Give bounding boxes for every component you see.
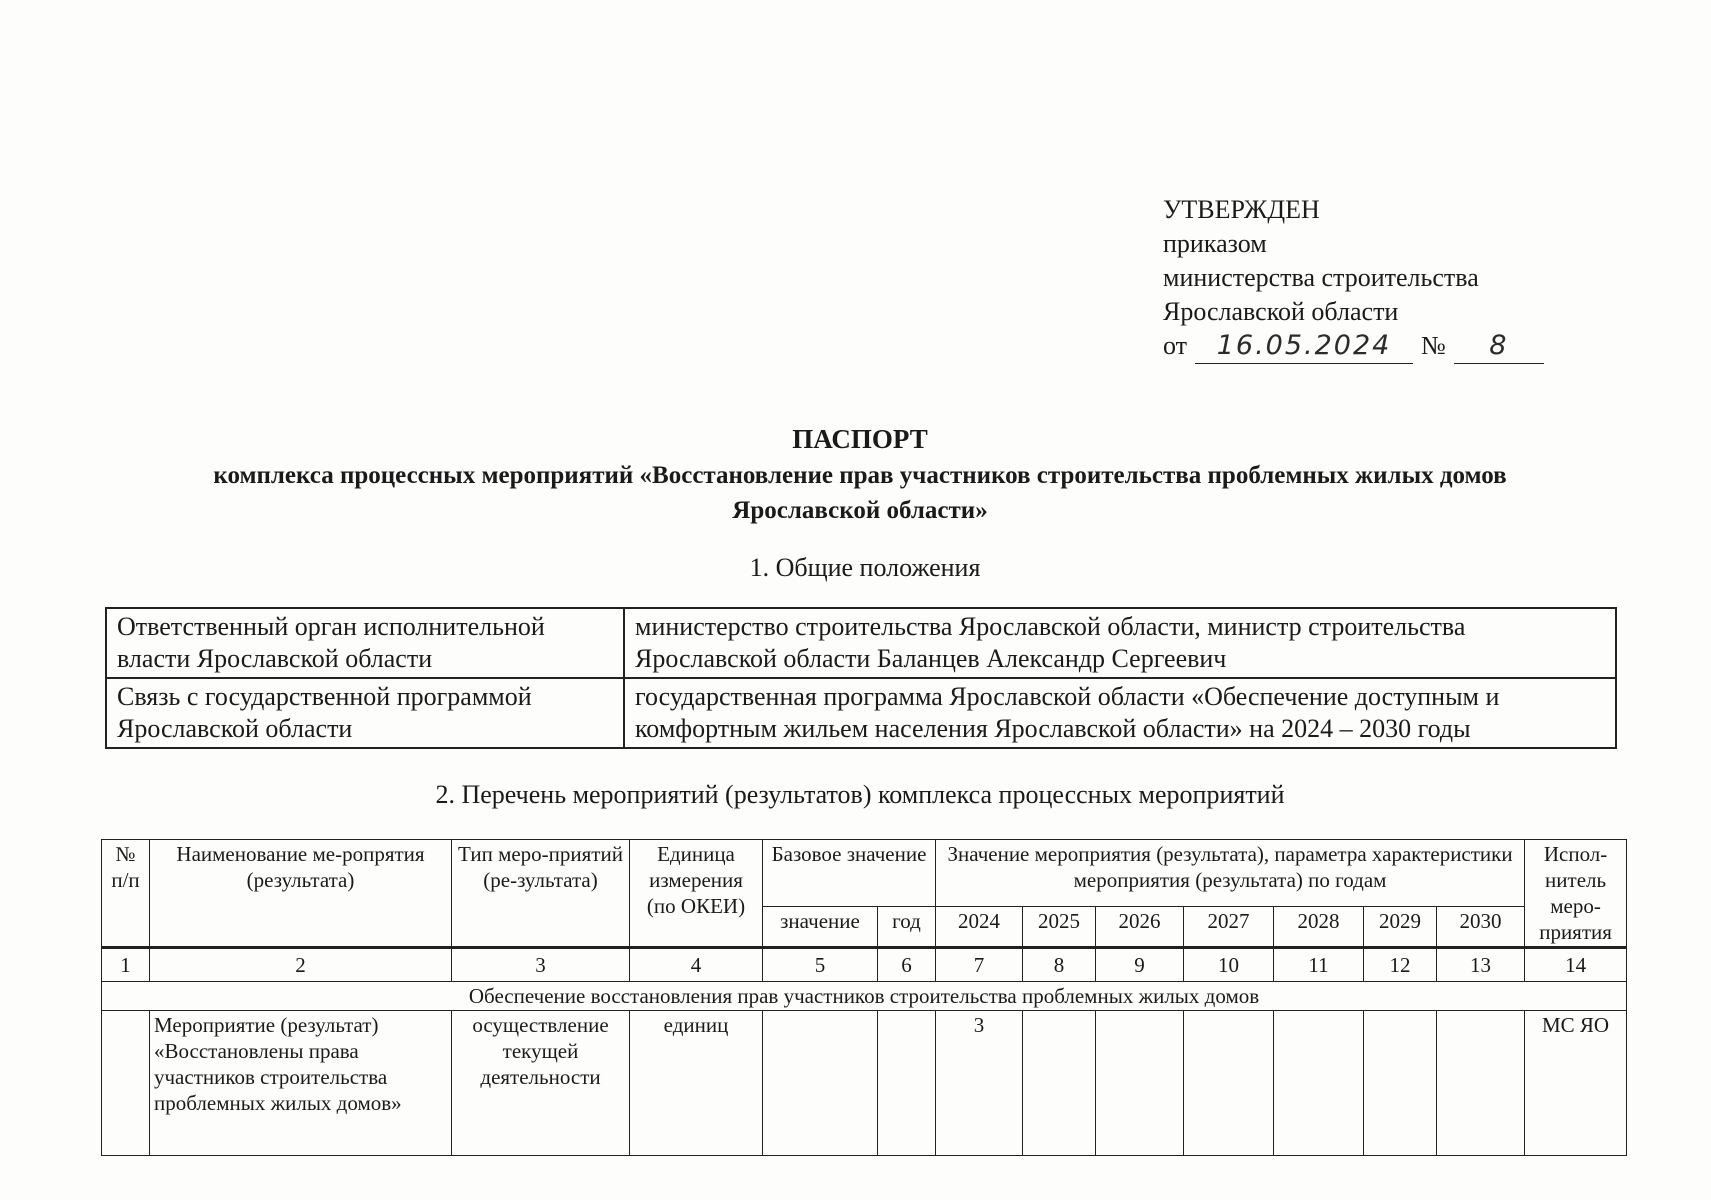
column-number: 11 bbox=[1274, 948, 1364, 982]
table-row bbox=[102, 1011, 1627, 1156]
column-number: 13 bbox=[1437, 948, 1525, 982]
row-value-2026 bbox=[1096, 1011, 1184, 1156]
row-executor: МС ЯО bbox=[1525, 1011, 1627, 1156]
approval-line: Ярославской области bbox=[1163, 297, 1399, 326]
column-number: 14 bbox=[1525, 948, 1627, 982]
column-number: 9 bbox=[1096, 948, 1184, 982]
row-value-2024: 3 bbox=[936, 1011, 1023, 1156]
row-num bbox=[102, 1011, 150, 1156]
column-number: 8 bbox=[1023, 948, 1096, 982]
events-table bbox=[101, 839, 1627, 1156]
general-label: Ответственный орган исполнительной власти Ярославской области bbox=[106, 608, 624, 678]
section-2-title: 2. Перечень мероприятий (результатов) комплекса процессных мероприятий bbox=[435, 780, 1285, 809]
row-base-value bbox=[763, 1011, 878, 1156]
header-year: 2030 bbox=[1437, 906, 1525, 947]
column-number: 7 bbox=[936, 948, 1023, 982]
header-base-year: год bbox=[878, 906, 936, 947]
handwritten-date: 16.05.2024 bbox=[1195, 329, 1413, 364]
header-base-value: значение bbox=[763, 906, 878, 947]
header-values-by-year: Значение мероприятия (результата), параметра характеристики мероприятия (результата) по годам bbox=[936, 840, 1525, 907]
general-value: министерство строительства Ярославской области, министр строительства Ярославской области Баланцев Александр Сергеевич bbox=[624, 608, 1616, 678]
table-header-row bbox=[102, 840, 1627, 907]
header-year: 2025 bbox=[1023, 906, 1096, 947]
row-value-2027 bbox=[1184, 1011, 1274, 1156]
table-row bbox=[106, 678, 1616, 748]
group-row bbox=[102, 982, 1627, 1011]
group-title: Обеспечение восстановления прав участников строительства проблемных жилых домов bbox=[102, 982, 1627, 1011]
table-row bbox=[106, 608, 1616, 678]
row-type: осуществление текущей деятельности bbox=[452, 1011, 630, 1156]
document-title: ПАСПОРТ bbox=[792, 424, 928, 454]
header-base: Базовое значение bbox=[763, 840, 936, 907]
column-number: 5 bbox=[763, 948, 878, 982]
general-provisions-table bbox=[105, 607, 1617, 749]
header-unit: Единица измерения (по ОКЕИ) bbox=[630, 840, 763, 948]
header-year: 2027 bbox=[1184, 906, 1274, 947]
handwritten-number: 8 bbox=[1454, 329, 1544, 364]
approval-line: УТВЕРЖДЕН bbox=[1163, 195, 1320, 224]
approval-line: приказом bbox=[1163, 229, 1267, 258]
approval-date-row bbox=[1163, 329, 1544, 364]
column-number: 3 bbox=[452, 948, 630, 982]
row-base-year bbox=[878, 1011, 936, 1156]
general-label: Связь с государственной программой Ярославской области bbox=[106, 678, 624, 748]
approval-line: министерства строительства bbox=[1163, 263, 1479, 292]
document-subtitle bbox=[100, 458, 1620, 528]
column-number: 2 bbox=[150, 948, 452, 982]
column-number-row bbox=[102, 948, 1627, 982]
header-name: Наименование ме-ропрятия (результата) bbox=[150, 840, 452, 948]
subtitle-line: Ярославской области» bbox=[732, 497, 988, 524]
general-value: государственная программа Ярославской области «Обеспечение доступным и комфортным жильем населения Ярославской области» на 2024 – 2030 годы bbox=[624, 678, 1616, 748]
approval-stamp bbox=[1163, 193, 1544, 364]
header-year: 2026 bbox=[1096, 906, 1184, 947]
row-value-2025 bbox=[1023, 1011, 1096, 1156]
column-number: 1 bbox=[102, 948, 150, 982]
column-number: 6 bbox=[878, 948, 936, 982]
column-number: 12 bbox=[1364, 948, 1437, 982]
header-year: 2024 bbox=[936, 906, 1023, 947]
row-value-2030 bbox=[1437, 1011, 1525, 1156]
header-executor: Испол-нитель меро-приятия bbox=[1525, 840, 1627, 948]
header-num: № п/п bbox=[102, 840, 150, 948]
header-type: Тип меро-приятий (ре-зультата) bbox=[452, 840, 630, 948]
from-label: от bbox=[1163, 331, 1188, 360]
row-unit: единиц bbox=[630, 1011, 763, 1156]
header-year: 2029 bbox=[1364, 906, 1437, 947]
section-1-title: 1. Общие положения bbox=[749, 553, 981, 582]
column-number: 10 bbox=[1184, 948, 1274, 982]
row-value-2029 bbox=[1364, 1011, 1437, 1156]
column-number: 4 bbox=[630, 948, 763, 982]
row-value-2028 bbox=[1274, 1011, 1364, 1156]
header-year: 2028 bbox=[1274, 906, 1364, 947]
row-name: Мероприятие (результат) «Восстановлены права участников строительства проблемных жилых домов» bbox=[150, 1011, 452, 1156]
subtitle-line: комплекса процессных мероприятий «Восстановление прав участников строительства проблемных жилых домов bbox=[213, 462, 1507, 489]
number-label: № bbox=[1421, 331, 1446, 360]
